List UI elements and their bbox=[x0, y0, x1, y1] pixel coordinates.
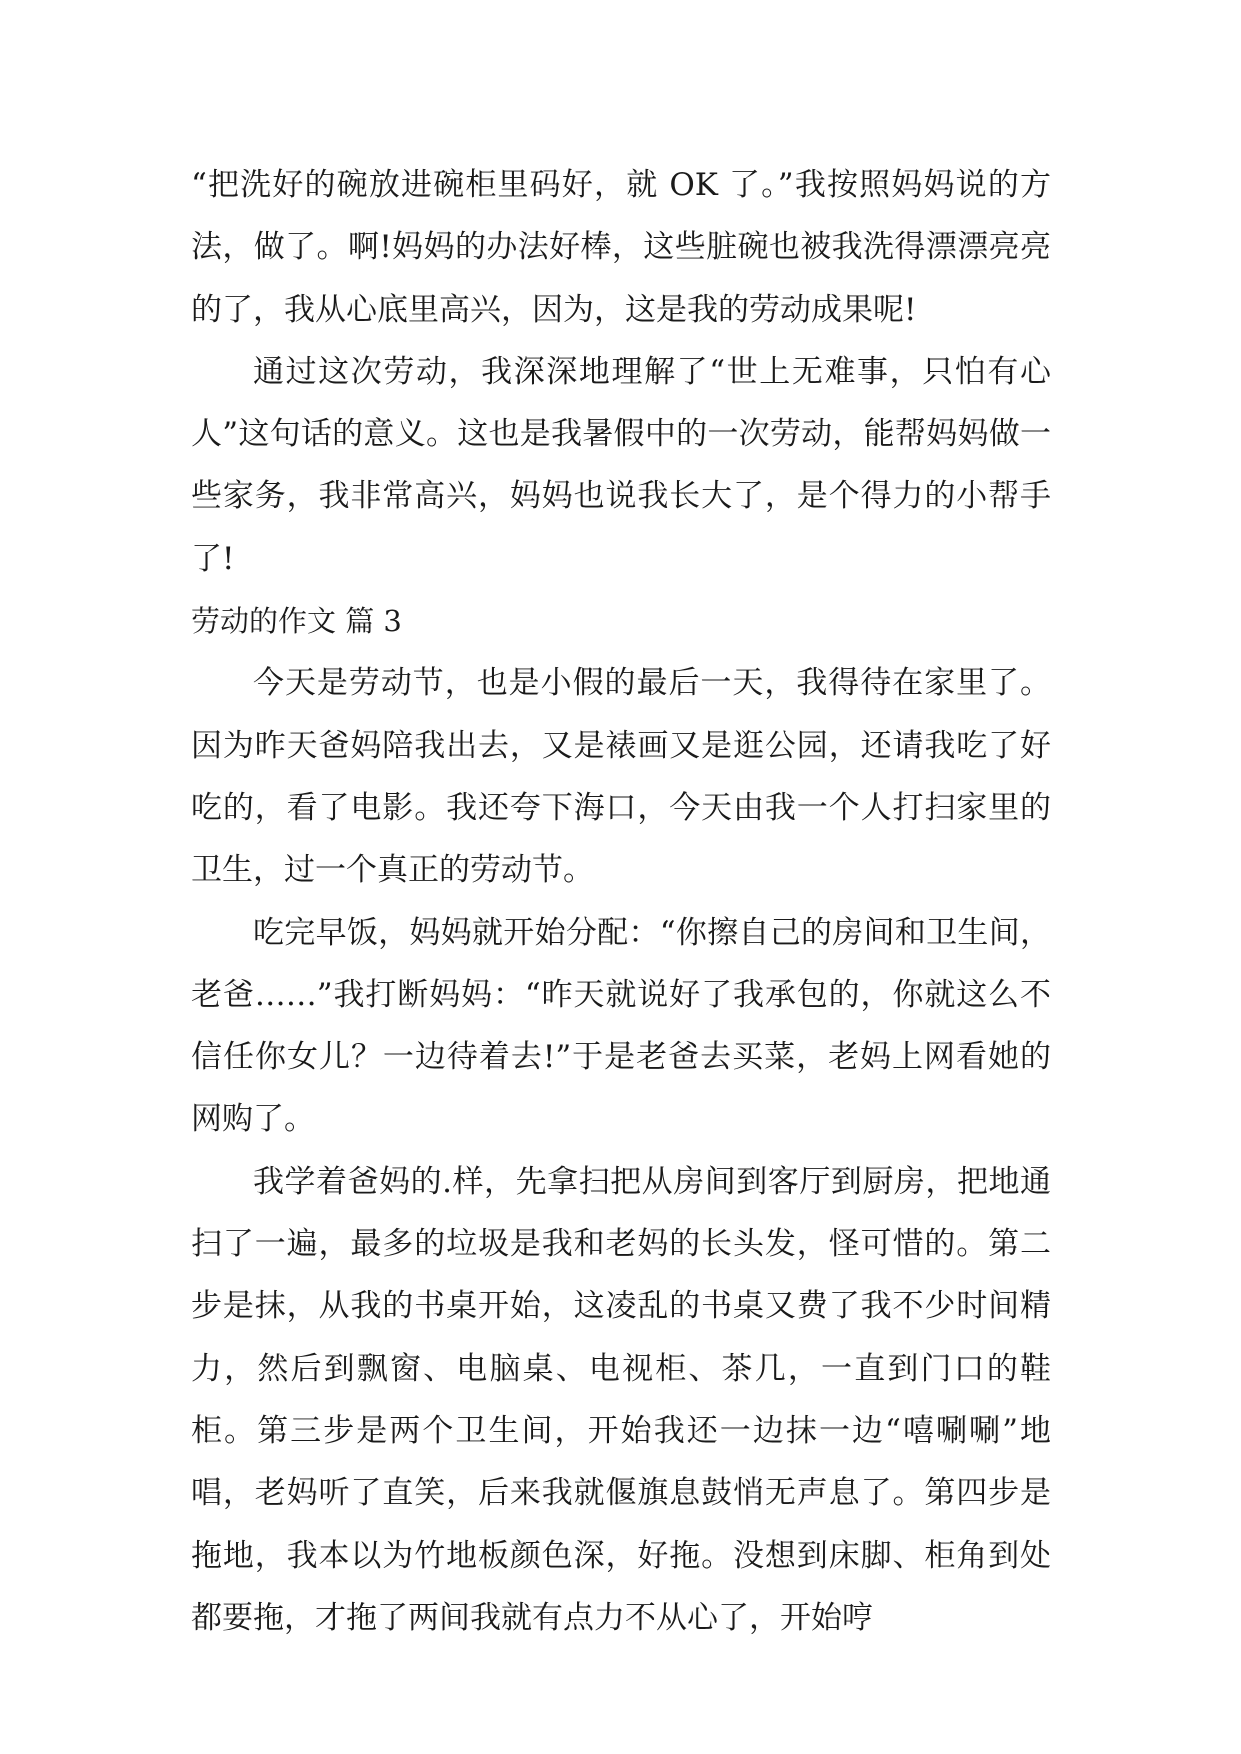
paragraph-4: 吃完早饭，妈妈就开始分配：“你擦自己的房间和卫生间，老爸……”我打断妈妈：“昨天就说好了我承包的，你就这么不信任你女儿？一边待着去!”于是老爸去买菜，老妈上网看她的网购了。 bbox=[191, 914, 1051, 1138]
section-heading: 劳动的作文 篇 3 bbox=[191, 604, 402, 639]
paragraph-1: “把洗好的碗放进碗柜里码好，就 OK 了。”我按照妈妈说的方法，做了。啊!妈妈的办法好棒，这些脏碗也被我洗得漂漂亮亮的了，我从心底里高兴，因为，这是我的劳动成果呢! bbox=[191, 167, 1051, 328]
paragraph-3: 今天是劳动节，也是小假的最后一天，我得待在家里了。因为昨天爸妈陪我出去，又是裱画又是逛公园，还请我吃了好吃的，看了电影。我还夸下海口，今天由我一个人打扫家里的卫生，过一个真正的劳动节。 bbox=[191, 665, 1051, 889]
document-body bbox=[191, 154, 1051, 1649]
paragraph-2: 通过这次劳动，我深深地理解了“世上无难事，只怕有心人”这句话的意义。这也是我暑假中的一次劳动，能帮妈妈做一些家务，我非常高兴，妈妈也说我长大了，是个得力的小帮手了! bbox=[191, 353, 1051, 577]
paragraph-5: 我学着爸妈的.样，先拿扫把从房间到客厅到厨房，把地通扫了一遍，最多的垃圾是我和老妈的长头发，怪可惜的。第二步是抹，从我的书桌开始，这凌乱的书桌又费了我不少时间精力，然后到飘窗、电脑桌、电视柜、茶几，一直到门口的鞋柜。第三步是两个卫生间，开始我还一边抹一边“嘻唰唰”地唱，老妈听了直笑，后来我就偃旗息鼓悄无声息了。第四步是拖地，我本以为竹地板颜色深，好拖。没想到床脚、柜角到处都要拖，才拖了两间我就有点力不从心了，开始哼 bbox=[191, 1163, 1051, 1636]
